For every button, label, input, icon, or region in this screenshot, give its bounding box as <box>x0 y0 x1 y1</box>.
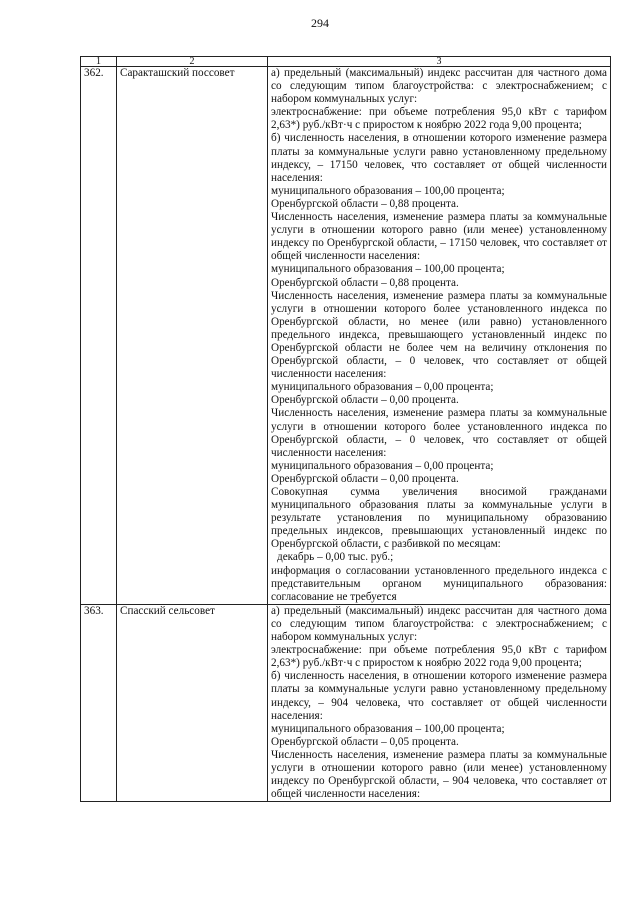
content-line: а) предельный (максимальный) индекс рассчитан для частного дома со следующим типом благоустройства: с электроснабжением; с набором коммунальных услуг: <box>271 67 607 106</box>
row-content <box>268 604 611 801</box>
content-line: муниципального образования – 0,00 процента; <box>271 459 494 472</box>
table-header-row <box>81 57 611 67</box>
content-line: декабрь – 0,00 тыс. руб.; <box>277 551 394 564</box>
content-line: электроснабжение: при объеме потребления 95,0 кВт с тарифом 2,63*) руб./кВт·ч с приростом к ноябрю 2022 года 9,00 процента; <box>271 644 607 670</box>
column-header: 2 <box>117 57 268 67</box>
content-line: муниципального образования – 0,00 процента; <box>271 381 494 394</box>
table-row <box>81 67 611 605</box>
content-line: б) численность населения, в отношении которого изменение размера платы за коммунальные услуги равно установленному предельному индексу, – 904 человека, что составляет от общей численности населения: <box>271 670 607 722</box>
content-line: Численность населения, изменение размера платы за коммунальные услуги в отношении которого равно (или менее) установленному индексу по Оренбургской области, – 904 человека, что составляет от общей численности населения: <box>271 748 607 801</box>
content-line: муниципального образования – 100,00 процента; <box>271 722 505 735</box>
content-line: а) предельный (максимальный) индекс рассчитан для частного дома со следующим типом благоустройства: с электроснабжением; с набором коммунальных услуг: <box>271 604 607 644</box>
table-row <box>81 604 611 801</box>
content-line: электроснабжение: при объеме потребления 95,0 кВт с тарифом 2,63*) руб./кВт·ч с приростом к ноябрю 2022 года 9,00 процента; <box>271 106 607 132</box>
content-line: Оренбургской области – 0,00 процента. <box>271 472 459 485</box>
content-line: Численность населения, изменение размера платы за коммунальные услуги в отношении которого равно (или менее) установленному индексу по Оренбургской области, – 17150 человек, что составляет от общей численности населения: <box>271 211 607 263</box>
content-line: муниципального образования – 100,00 процента; <box>271 263 505 276</box>
row-number: 363. <box>81 604 117 801</box>
content-line: Оренбургской области – 0,88 процента. <box>271 276 459 289</box>
page-number: 294 <box>311 16 329 30</box>
row-content <box>268 67 611 605</box>
content-line: Совокупная сумма увеличения вносимой гражданами муниципального образования платы за коммунальные услуги в результате установления по муниципальному образованию предельных индексов, превышающих установленный индекс по Оренбургской области, с разбивкой по месяцам: <box>271 486 607 551</box>
data-table <box>80 56 611 802</box>
column-header: 3 <box>268 57 611 67</box>
municipality-name: Спасский сельсовет <box>117 604 268 801</box>
municipality-name: Саракташский поссовет <box>117 67 268 605</box>
row-number: 362. <box>81 67 117 605</box>
content-line: б) численность населения, в отношении которого изменение размера платы за коммунальные услуги равно установленному предельному индексу, – 17150 человек, что составляет от общей численности населения: <box>271 132 607 184</box>
content-line: муниципального образования – 100,00 процента; <box>271 184 505 197</box>
content-line: Численность населения, изменение размера платы за коммунальные услуги в отношении которого более установленного индекса по Оренбургской области, – 0 человек, что составляет от общей численности населения: <box>271 407 607 459</box>
content-line: информация о согласовании установленного предельного индекса с представительным органом муниципального образования: согласование не требуется <box>271 564 607 603</box>
content-line: Оренбургской области – 0,88 процента. <box>271 197 459 210</box>
content-line: Оренбургской области – 0,05 процента. <box>271 735 459 748</box>
content-line: Численность населения, изменение размера платы за коммунальные услуги в отношении которого более установленного индекса по Оренбургской области, но менее (или равно) установленного предельного индекса, превышающего установленный индекс по Оренбургской области не более чем на величину отклонения по Оренбургской области, – 0 человек, что составляет от общей численности населения: <box>271 289 607 381</box>
content-line: Оренбургской области – 0,00 процента. <box>271 394 459 407</box>
column-header: 1 <box>81 57 117 67</box>
